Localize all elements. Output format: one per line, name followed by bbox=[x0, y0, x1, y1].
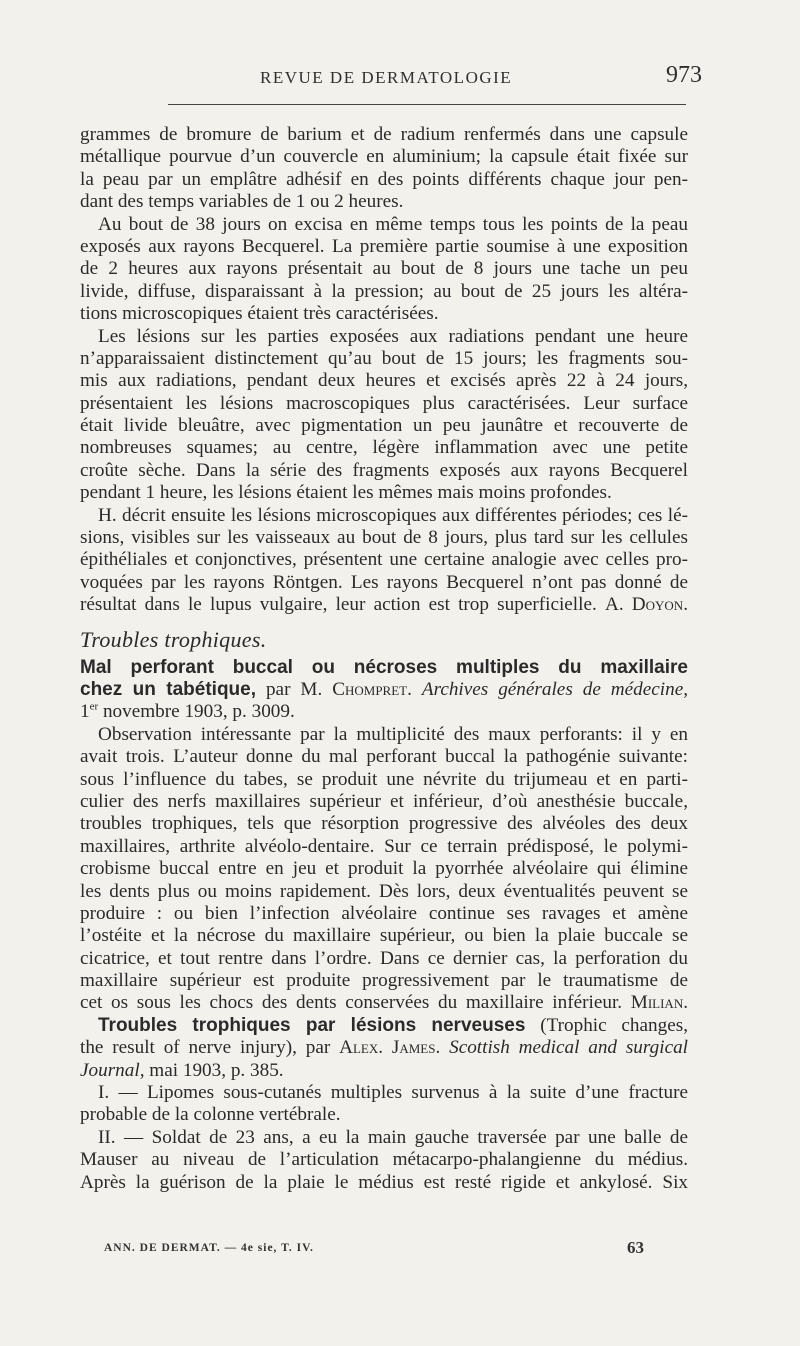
sheet-number: 63 bbox=[627, 1238, 644, 1257]
text-line: mis aux radiations, pendant deux heures et excisés après 22 à 24 jours, bbox=[80, 370, 688, 392]
running-title: REVUE DE DERMATOLOGIE bbox=[260, 68, 513, 87]
journal-name: Scottish medical and surgical bbox=[449, 1037, 688, 1059]
text-line: probable de la colonne vertébrale. bbox=[80, 1104, 341, 1126]
paragraph-6 bbox=[80, 1082, 688, 1127]
text-line: exposés aux rayons Becquerel. La première partie soumise à une exposition bbox=[80, 235, 688, 257]
paragraph-1 bbox=[80, 124, 688, 214]
page-header bbox=[80, 62, 702, 92]
paragraph-5 bbox=[80, 724, 688, 1015]
text-line: sions, visibles sur les vaisseaux au bout de 8 jours, plus tard sur les cellules bbox=[80, 527, 688, 549]
text-line: dant des temps variables de 1 ou 2 heures. bbox=[80, 191, 404, 213]
printer-signature: ANN. DE DERMAT. — 4e sie, T. IV. bbox=[104, 1242, 314, 1254]
text-line: livide, diffuse, disparaissant à la pression; au bout de 25 jours les altéra- bbox=[80, 280, 688, 302]
text-line: tions microscopiques étaient très caractérisées. bbox=[80, 303, 439, 325]
text-line bbox=[80, 1015, 688, 1037]
text-line: Mauser au niveau de l’articulation métacarpo-phalangienne du médius. bbox=[80, 1149, 688, 1171]
text-line: était livide bleuâtre, avec pigmentation un peu jaunâtre et recouverte de bbox=[80, 415, 688, 437]
journal-name: Journal, bbox=[80, 1059, 145, 1081]
text-fragment: résultat dans le lupus vulgaire, leur action est trop superficielle. bbox=[80, 594, 597, 616]
paragraph-2 bbox=[80, 214, 688, 326]
text-line: la peau par un emplâtre adhésif en des points différents chaque jour pen- bbox=[80, 168, 688, 190]
article-author: Alex. James. bbox=[339, 1037, 441, 1059]
article-title: Mal perforant buccal ou nécroses multiples du maxillaire bbox=[80, 656, 688, 678]
text-line bbox=[80, 701, 688, 723]
text-line: métallique pourvue d’un couvercle en aluminium; la capsule était fixée sur bbox=[80, 146, 688, 168]
text-line: H. décrit ensuite les lésions microscopiques aux différentes périodes; ces lé- bbox=[98, 504, 688, 526]
body-text bbox=[80, 124, 688, 1194]
text-line: pendant 1 heure, les lésions étaient les mêmes mais moins profondes. bbox=[80, 482, 612, 504]
text-line: maxillaires, arthrite alvéolo-dentaire. Sur ce terrain prédisposé, le polymi- bbox=[80, 835, 688, 857]
text-line: troubles trophiques, tels que résorption progressive des alvéoles des deux bbox=[80, 813, 688, 835]
text-line: l’ostéite et la nécrose du maxillaire supérieur, ou bien la plaie buccale se bbox=[80, 925, 688, 947]
text-line: maxillaire supérieur est produite progressivement par le traumatisme de bbox=[80, 970, 688, 992]
article-title: chez un tabétique, bbox=[80, 678, 257, 700]
text-fragment: par M. bbox=[265, 678, 323, 700]
text-line: avait trois. L’auteur donne du mal perforant buccal la pathogénie suivante: bbox=[80, 746, 688, 768]
text-line: Au bout de 38 jours on excisa en même temps tous les points de la peau bbox=[98, 213, 688, 235]
text-line: nombreuses squames; au centre, légère inflammation avec une petite bbox=[80, 437, 688, 459]
text-line: Après la guérison de la plaie le médius est resté rigide et ankylosé. Six bbox=[80, 1171, 688, 1193]
paragraph-3 bbox=[80, 326, 688, 505]
text-fragment: mai 1903, p. 385. bbox=[149, 1059, 284, 1081]
text-line: présentaient les lésions macroscopiques plus caractérisées. Leur surface bbox=[80, 392, 688, 414]
date-day: 1 bbox=[80, 701, 90, 723]
section-title: Troubles trophiques. bbox=[80, 626, 267, 652]
text-line: les dents plus ou moins rapidement. Dès lors, deux éventualités peuvent se bbox=[80, 880, 688, 902]
article-author: Chompret. bbox=[332, 678, 412, 700]
text-line bbox=[80, 1060, 688, 1082]
text-line: n’apparaissaient distinctement qu’au bout de 15 jours; les fragments sou- bbox=[80, 347, 688, 369]
text-line: voquées par les rayons Röntgen. Les rayons Becquerel n’ont pas donné de bbox=[80, 571, 688, 593]
article-title: Troubles trophiques par lésions nerveuses bbox=[98, 1014, 526, 1036]
paragraph-7 bbox=[80, 1127, 688, 1194]
date-day-suffix: er bbox=[89, 701, 99, 713]
text-line: croûte sèche. Dans la série des fragments exposés aux rayons Becquerel bbox=[80, 459, 688, 481]
text-line bbox=[80, 594, 688, 616]
text-line: de 2 heures aux rayons présentait au bout de 8 jours une tache un peu bbox=[80, 258, 688, 280]
review-author: A. Doyon. bbox=[604, 594, 688, 616]
journal-name: Archives générales de médecine, bbox=[421, 678, 688, 700]
text-line bbox=[80, 992, 688, 1014]
text-line: produire : ou bien l’infection alvéolaire continue ses ravages et amène bbox=[80, 902, 688, 924]
text-fragment: (Trophic changes, bbox=[540, 1014, 688, 1036]
article-2-heading bbox=[80, 1015, 688, 1082]
text-fragment: cet os sous les chocs des dents conservées du maxillaire inférieur. bbox=[80, 992, 623, 1014]
text-line: cicatrice, et tout rentre dans l’ordre. Dans ce dernier cas, la perforation du bbox=[80, 947, 688, 969]
header-rule bbox=[168, 104, 686, 105]
text-line: Les lésions sur les parties exposées aux radiations pendant une heure bbox=[98, 325, 688, 347]
text-line: I. — Lipomes sous-cutanés multiples survenus à la suite d’une fracture bbox=[98, 1082, 688, 1104]
text-line: Observation intéressante par la multiplicité des maux perforants: il y en bbox=[98, 723, 688, 745]
text-line: sous l’influence du tabes, se produit une névrite du trijumeau et en parti- bbox=[80, 768, 688, 790]
article-1-heading bbox=[80, 657, 688, 724]
page-footer bbox=[104, 1238, 644, 1262]
review-author: Milian. bbox=[630, 992, 688, 1014]
page-number: 973 bbox=[666, 62, 702, 88]
date-rest: novembre 1903, p. 3009. bbox=[102, 701, 295, 723]
text-line bbox=[80, 657, 688, 679]
text-line: II. — Soldat de 23 ans, a eu la main gauche traversée par une balle de bbox=[98, 1126, 688, 1148]
text-fragment: the result of nerve injury), par bbox=[80, 1037, 331, 1059]
text-line: épithéliales et conjonctives, présentent une certaine analogie avec celles pro- bbox=[80, 549, 688, 571]
text-line: crobisme buccal entre en jeu et produit la pyorrhée alvéolaire qui élimine bbox=[80, 858, 688, 880]
text-line: grammes de bromure de barium et de radium renfermés dans une capsule bbox=[80, 124, 688, 145]
text-line: culier des nerfs maxillaires supérieur et inférieur, d’où anesthésie buccale, bbox=[80, 790, 688, 812]
text-line bbox=[80, 679, 688, 701]
text-line bbox=[80, 1037, 688, 1059]
paragraph-4 bbox=[80, 505, 688, 617]
